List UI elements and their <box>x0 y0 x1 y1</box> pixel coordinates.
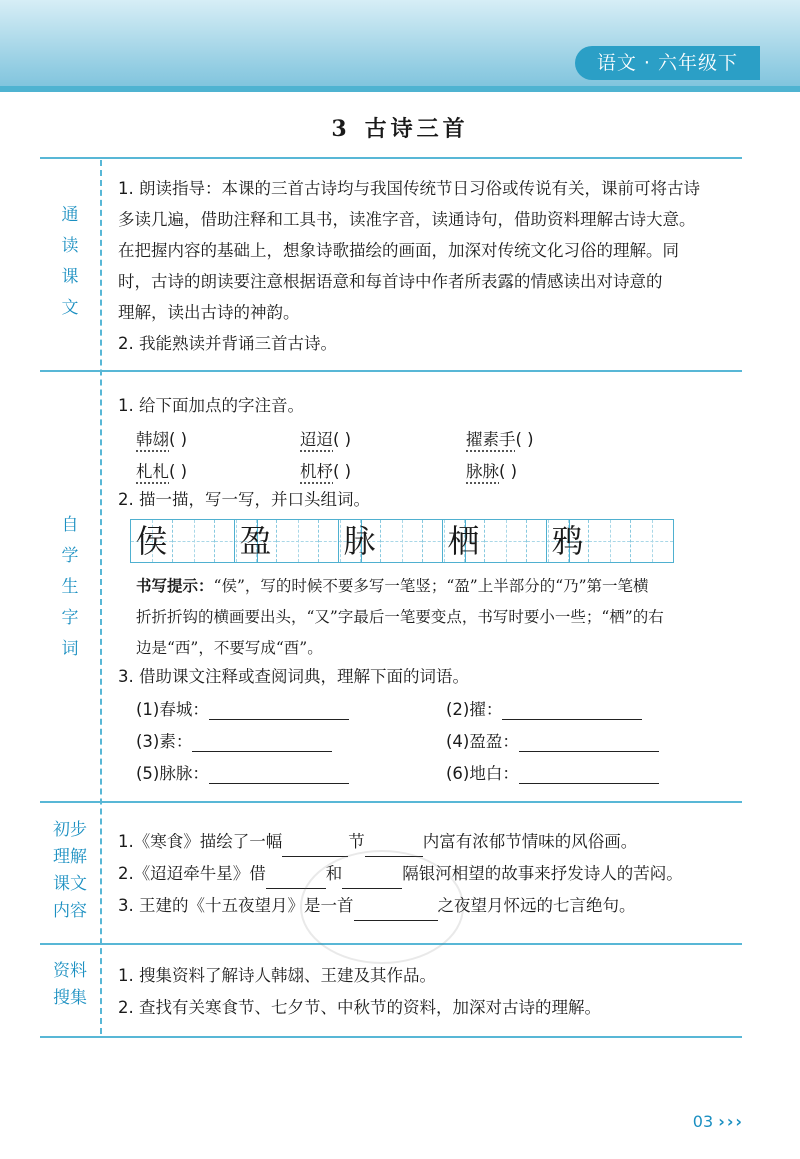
term-item[interactable]: (1)春城： <box>136 696 349 720</box>
section-label-comprehension: 初步 理解 课文 内容 <box>53 820 87 921</box>
header-banner <box>0 0 800 92</box>
write-cell[interactable] <box>631 520 673 562</box>
page-number: 03 ››› <box>692 1112 744 1131</box>
watermark-seal <box>300 850 464 964</box>
lesson-name: 古诗三首 <box>364 116 469 142</box>
research-item-1: 1. 搜集资料了解诗人韩翃、王建及其作品。 <box>118 966 436 985</box>
section-label-vocab: 自 学 生 字 词 <box>61 515 79 659</box>
pinyin-item[interactable]: 机杼( ) <box>300 462 352 481</box>
lesson-title <box>0 112 800 143</box>
model-char: 侯 <box>135 522 168 560</box>
vocab-item-2: 2. 描一描，写一写，并口头组词。 <box>118 490 370 509</box>
write-cell[interactable] <box>381 520 423 562</box>
research-item-2: 2. 查找有关寒食节、七夕节、中秋节的资料，加深对古诗的理解。 <box>118 998 601 1017</box>
term-item[interactable]: (2)擢： <box>446 696 642 720</box>
section-label-reading: 通 读 课 文 <box>61 205 79 318</box>
model-char: 盈 <box>239 522 272 560</box>
comprehension-q3: 3. 王建的《十五夜望月》是一首 之夜望月怀远的七言绝句。 <box>118 891 636 921</box>
reading-guide: 1. 朗读指导：本课的三首古诗均与我国传统节日习俗或传说有关，课前可将古诗 多读几遍，借助注释和工具书，读准字音，读通诗句，借助资料理解古诗大意。 在把握内容的基础上，想象诗歌描绘的画面，加深对传统文化习俗的理解。同 时，古诗的朗读要注意根据语意和每首诗中作者所表露的情感读出对诗意的 理解，读出古诗的神韵。 2. 我能熟读并背诵三首古诗。 <box>118 173 738 359</box>
model-char: 栖 <box>447 522 480 560</box>
term-item[interactable]: (4)盈盈： <box>446 728 659 752</box>
pinyin-item[interactable]: 札札( ) <box>136 462 188 481</box>
vocab-item-3: 3. 借助课文注释或查阅词典，理解下面的词语。 <box>118 667 469 686</box>
answer-blank[interactable] <box>519 731 659 752</box>
pinyin-item[interactable]: 擢素手( ) <box>466 430 534 449</box>
pinyin-item[interactable]: 迢迢( ) <box>300 430 352 449</box>
banner-stripe <box>0 86 800 92</box>
model-char: 脉 <box>343 522 376 560</box>
column-divider <box>100 160 102 1034</box>
lesson-number: 3 <box>331 116 351 142</box>
term-item[interactable]: (5)脉脉： <box>136 760 349 784</box>
grade-tag: 语文 · 六年级下 <box>575 46 760 80</box>
pinyin-item[interactable]: 韩翃( ) <box>136 430 188 449</box>
divider-bottom <box>40 1036 742 1038</box>
comprehension-q1: 1.《寒食》描绘了一幅 节 内富有浓郁节情味的风俗画。 <box>118 827 637 857</box>
next-arrows-icon: ››› <box>718 1112 744 1131</box>
divider-2 <box>40 801 742 803</box>
vocab-item-1: 1. 给下面加点的字注音。 <box>118 396 304 415</box>
section-label-research: 资料 搜集 <box>53 961 87 1008</box>
answer-blank[interactable] <box>282 836 348 857</box>
term-item[interactable]: (3)素： <box>136 728 332 752</box>
reading-item-2: 2. 我能熟读并背诵三首古诗。 <box>118 334 337 353</box>
model-char: 鸦 <box>551 522 584 560</box>
write-cell[interactable] <box>485 520 527 562</box>
term-item[interactable]: (6)地白： <box>446 760 659 784</box>
char-practice-box[interactable] <box>546 519 674 563</box>
writing-tip: 书写提示：“侯”，写的时候不要多写一笔竖；“盈”上半部分的“乃”第一笔横 折折折钩的横画要出头，“又”字最后一笔要变点，书写时要小一些；“栖”的右 边是“西”，不要写成“酉”。 <box>136 577 664 657</box>
write-cell[interactable] <box>277 520 319 562</box>
answer-blank[interactable] <box>519 763 659 784</box>
divider-1 <box>40 370 742 372</box>
pinyin-item[interactable]: 脉脉( ) <box>466 462 518 481</box>
divider-top <box>40 157 742 159</box>
answer-blank[interactable] <box>209 763 349 784</box>
write-cell[interactable] <box>589 520 631 562</box>
tip-label: 书写提示： <box>136 577 214 595</box>
comprehension-q2: 2.《迢迢牵牛星》借 和 隔银河相望的故事来抒发诗人的苦闷。 <box>118 859 683 889</box>
write-cell[interactable] <box>173 520 215 562</box>
answer-blank[interactable] <box>192 731 332 752</box>
answer-blank[interactable] <box>209 699 349 720</box>
answer-blank[interactable] <box>502 699 642 720</box>
